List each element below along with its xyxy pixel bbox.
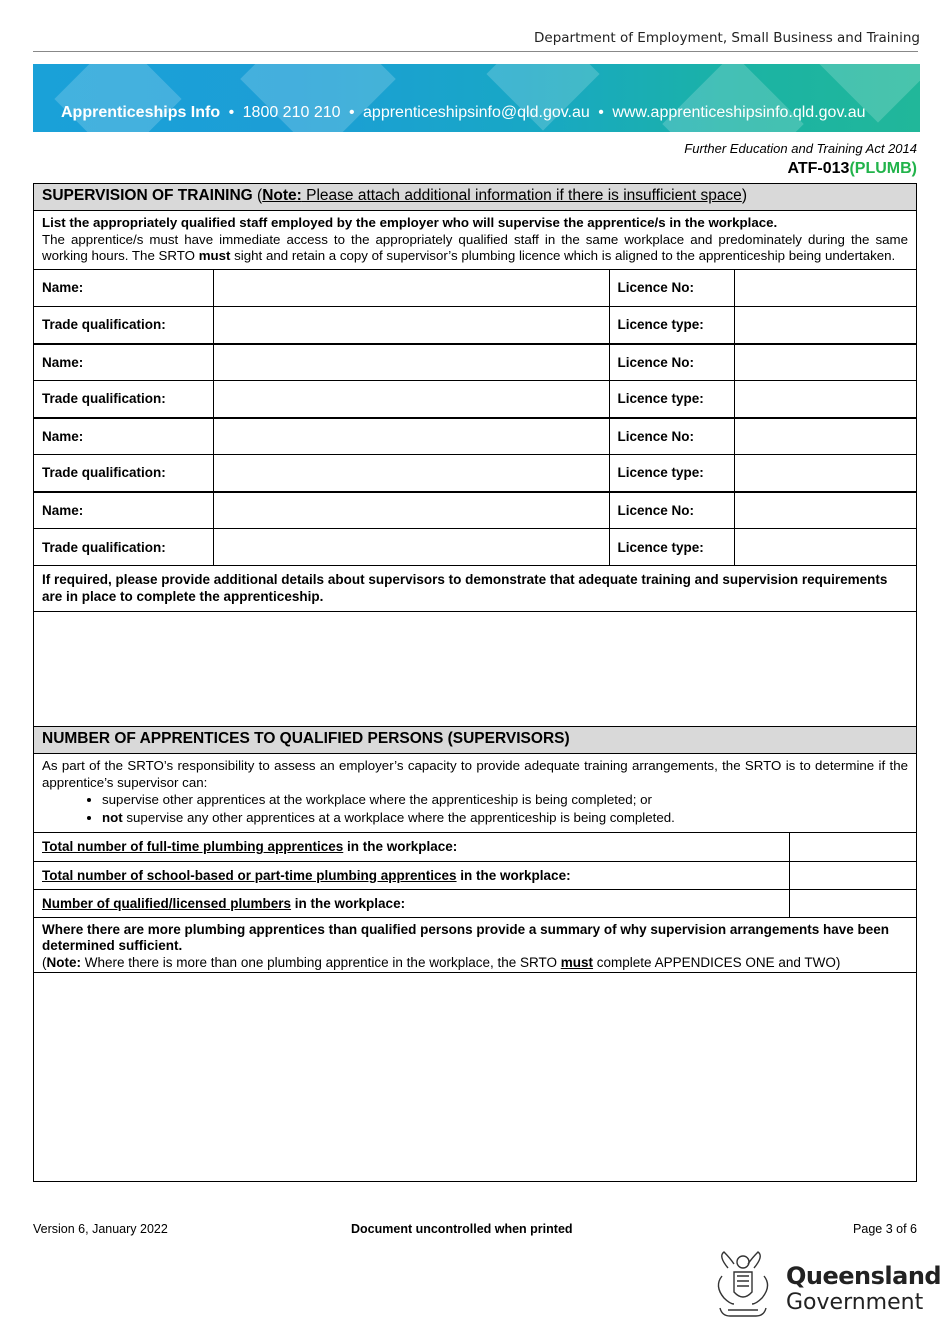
separator-dot: • [598, 104, 604, 121]
summary-must-emphasis: must [560, 954, 594, 970]
supervisor-2-trade-field[interactable] [213, 381, 609, 418]
note-label: Note: [262, 187, 302, 204]
additional-details-prompt: If required, please provide additional details about supervisors to demonstrate that adequate training and supervision requirements are in place to complete the apprenticeship. [34, 566, 916, 612]
qualified-plumbers-label [34, 889, 789, 917]
contact-banner [33, 64, 920, 132]
summary-field[interactable] [34, 973, 916, 1181]
banner-email[interactable]: apprenticeshipsinfo@qld.gov.au [363, 104, 590, 121]
part-time-count-label [34, 861, 789, 889]
banner-website[interactable]: www.apprenticeshipsinfo.qld.gov.au [612, 104, 866, 121]
ratio-title: NUMBER OF APPRENTICES TO QUALIFIED PERSONS (SUPERVISORS) [42, 730, 570, 747]
ratio-intro-text: As part of the SRTO’s responsibility to assess an employer’s capacity to provide adequate training arrangements, the SRTO is to determine if the apprentice’s supervisor can: [42, 758, 908, 790]
licence-no-label: Licence No: [609, 418, 734, 455]
ratio-intro [34, 754, 916, 833]
qualified-plumbers-field[interactable] [789, 889, 916, 917]
supervisor-1-name-field[interactable] [213, 270, 609, 307]
name-label: Name: [34, 344, 213, 381]
supervisor-4-trade-field[interactable] [213, 529, 609, 566]
full-time-count-field[interactable] [789, 833, 916, 861]
name-label: Name: [34, 492, 213, 529]
additional-details-field[interactable] [34, 612, 916, 727]
form-code [788, 160, 917, 178]
supervisor-4-name-field[interactable] [213, 492, 609, 529]
supervisor-3-trade-field[interactable] [213, 455, 609, 492]
separator-dot: • [228, 104, 235, 121]
note-open: ( [257, 187, 263, 204]
note-close: ) [741, 187, 747, 204]
licence-no-label: Licence No: [609, 270, 734, 307]
supervisor-2-licence-no-field[interactable] [734, 344, 916, 381]
part-time-count-label-rest: in the workplace: [456, 867, 571, 883]
version-label: Version 6, January 2022 [33, 1222, 168, 1236]
ratio-bullet-1: • supervise other apprentices at the workplace where the apprenticeship is being completed; or [102, 791, 908, 809]
part-time-count-field[interactable] [789, 861, 916, 889]
apprentice-count-table [34, 833, 916, 918]
supervision-intro-bold: List the appropriately qualified staff employed by the employer who will supervise the apprentice/s in the workplace. [42, 215, 778, 230]
supervisor-4-licence-type-field[interactable] [734, 529, 916, 566]
supervision-title: SUPERVISION OF TRAINING [42, 187, 253, 204]
supervisor-2-licence-type-field[interactable] [734, 381, 916, 418]
full-time-count-label-u: Total number of full-time plumbing apprentices [42, 839, 344, 855]
supervision-form [33, 183, 917, 1182]
qualified-plumbers-label-u: Number of qualified/licensed plumbers [42, 895, 292, 911]
trade-qualification-label: Trade qualification: [34, 381, 213, 418]
supervisor-1-trade-field[interactable] [213, 307, 609, 344]
summary-prompt-bold: Where there are more plumbing apprentices than qualified persons provide a summary of why supervision arrangements have been determined sufficient. [42, 921, 889, 953]
licence-type-label: Licence type: [609, 529, 734, 566]
act-reference: Further Education and Training Act 2014 [684, 141, 917, 156]
supervision-intro-text-end: sight and retain a copy of supervisor’s plumbing licence which is aligned to the apprenticeship being undertaken. [230, 248, 896, 263]
licence-no-label: Licence No: [609, 344, 734, 381]
licence-type-label: Licence type: [609, 381, 734, 418]
name-label: Name: [34, 418, 213, 455]
summary-note-text: Where there is more than one plumbing apprentice in the workplace, the SRTO [81, 954, 561, 970]
name-label: Name: [34, 270, 213, 307]
full-time-count-label [34, 833, 789, 861]
ratio-bullet-2 [102, 809, 908, 827]
form-code-suffix: (PLUMB) [849, 160, 917, 177]
banner-brand: Apprenticeships Info [61, 104, 221, 121]
ratio-bullet-list [42, 791, 908, 827]
ratio-bullet-2-text: supervise any other apprentices at a workplace where the apprenticeship is being completed. [122, 810, 675, 825]
page-number: Page 3 of 6 [853, 1222, 917, 1236]
note-text: Please attach additional information if there is insufficient space [301, 187, 742, 204]
licence-no-label: Licence No: [609, 492, 734, 529]
supervisor-2-name-field[interactable] [213, 344, 609, 381]
summary-prompt [34, 918, 916, 973]
ratio-section-header [34, 727, 916, 754]
supervisor-3-licence-no-field[interactable] [734, 418, 916, 455]
uncontrolled-notice: Document uncontrolled when printed [351, 1222, 573, 1236]
logo-wordmark-line1: Queensland [786, 1262, 942, 1290]
supervisor-4-licence-no-field[interactable] [734, 492, 916, 529]
trade-qualification-label: Trade qualification: [34, 307, 213, 344]
banner-phone[interactable]: 1800 210 210 [242, 104, 341, 121]
form-code-main: ATF-013 [787, 160, 850, 177]
banner-contact-line [61, 104, 866, 122]
not-emphasis: not [102, 810, 123, 825]
licence-type-label: Licence type: [609, 307, 734, 344]
supervisor-1-licence-no-field[interactable] [734, 270, 916, 307]
supervisor-3-licence-type-field[interactable] [734, 455, 916, 492]
must-emphasis: must [198, 248, 231, 263]
supervision-section-header [34, 184, 916, 211]
summary-note-text-end: complete APPENDICES ONE and TWO) [593, 954, 841, 970]
supervision-intro [34, 211, 916, 270]
trade-qualification-label: Trade qualification: [34, 455, 213, 492]
header-divider [33, 51, 918, 52]
part-time-count-label-u: Total number of school-based or part-time plumbing apprentices [42, 867, 457, 883]
supervisor-1-licence-type-field[interactable] [734, 307, 916, 344]
supervision-intro-text: The apprentice/s must have immediate access to the appropriately qualified staff in the same workplace and predominately during the same working hours. The SRTO [42, 231, 908, 263]
supervisor-table [34, 270, 916, 567]
summary-note-open: ( [42, 954, 47, 970]
trade-qualification-label: Trade qualification: [34, 529, 213, 566]
qualified-plumbers-label-rest: in the workplace: [291, 895, 406, 911]
summary-note-label: Note: [46, 954, 81, 970]
separator-dot: • [348, 104, 355, 121]
logo-wordmark-line2: Government [786, 1290, 924, 1315]
supervisor-3-name-field[interactable] [213, 418, 609, 455]
full-time-count-label-rest: in the workplace: [343, 839, 458, 855]
department-name: Department of Employment, Small Business and Training [534, 30, 920, 46]
licence-type-label: Licence type: [609, 455, 734, 492]
